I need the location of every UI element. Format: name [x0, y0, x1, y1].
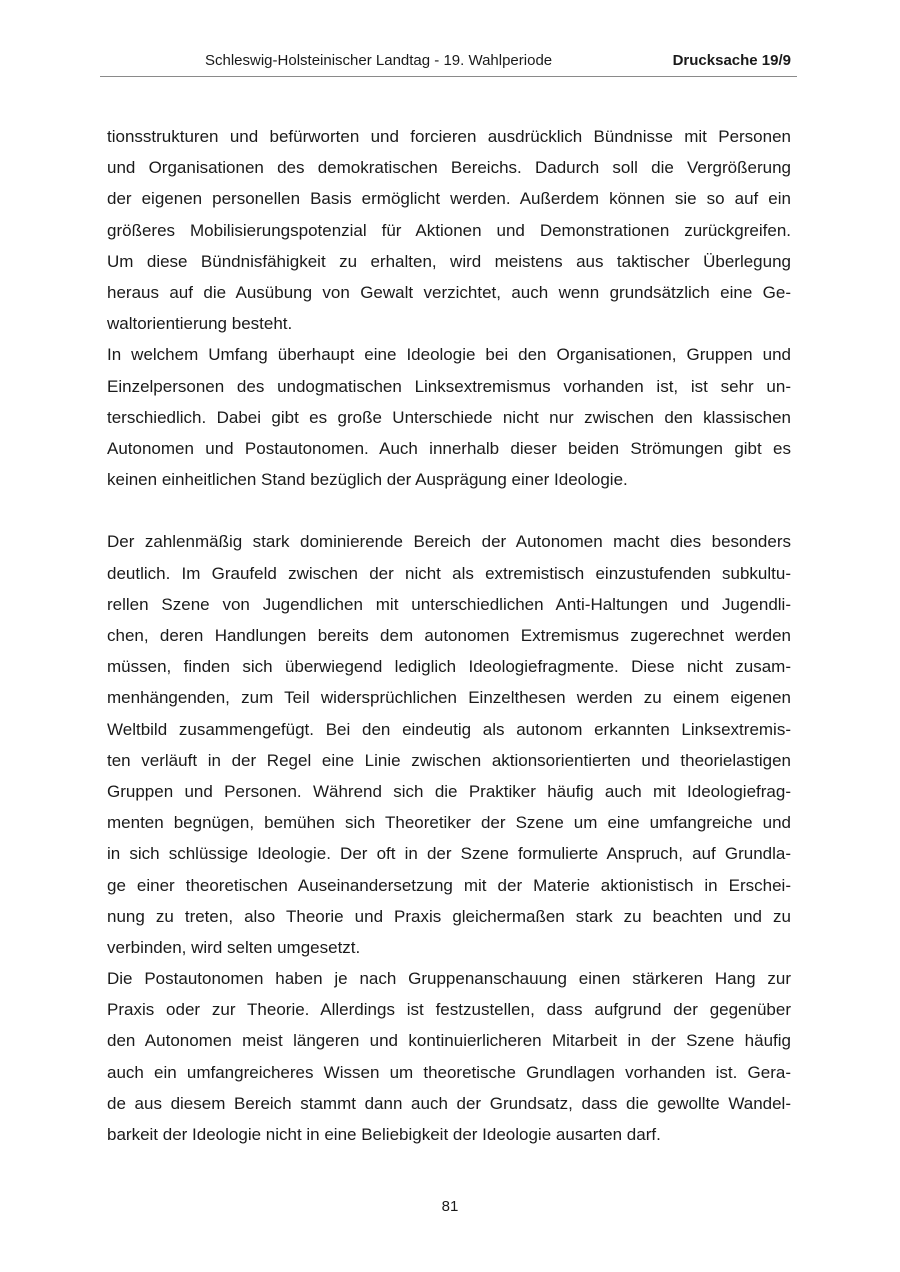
- text-line: de aus diesem Bereich stammt dann auch der Grundsatz, dass die gewollte Wandel-: [107, 1093, 791, 1113]
- text-line: müssen, finden sich überwiegend lediglich Ideologiefragmente. Diese nicht zusam-: [107, 657, 791, 677]
- text-line: Praxis oder zur Theorie. Allerdings ist festzustellen, dass aufgrund der gegenüber: [107, 1000, 791, 1020]
- text-line: den Autonomen meist längeren und kontinuierlicheren Mitarbeit in der Szene häufig: [107, 1031, 791, 1051]
- text-line: Gruppen und Personen. Während sich die Praktiker häufig auch mit Ideologiefrag-: [107, 781, 791, 801]
- text-line: größeres Mobilisierungspotenzial für Aktionen und Demonstrationen zurückgreifen.: [107, 220, 791, 240]
- text-line: auch ein umfangreicheres Wissen um theoretische Grundlagen vorhanden ist. Gera-: [107, 1062, 791, 1082]
- text-line: und Organisationen des demokratischen Bereichs. Dadurch soll die Vergrößerung: [107, 158, 791, 178]
- text-line: der eigenen personellen Basis ermöglicht werden. Außerdem können sie so auf ein: [107, 189, 791, 209]
- text-line: menten begnügen, bemühen sich Theoretiker der Szene um eine umfangreiche und: [107, 813, 791, 833]
- page-header: [100, 52, 797, 77]
- text-line: menhängenden, zum Teil widersprüchlichen Einzelthesen werden zu einem eigenen: [107, 688, 791, 708]
- paragraph-3: [107, 526, 791, 963]
- text-line: keinen einheitlichen Stand bezüglich der Ausprägung einer Ideologie.: [107, 470, 628, 490]
- text-line: deutlich. Im Graufeld zwischen der nicht als extremistisch einzustufenden subkultu-: [107, 563, 791, 583]
- text-line: In welchem Umfang überhaupt eine Ideologie bei den Organisationen, Gruppen und: [107, 345, 791, 365]
- paragraph-2: [107, 339, 791, 495]
- text-line: Der zahlenmäßig stark dominierende Bereich der Autonomen macht dies besonders: [107, 532, 791, 552]
- text-line: ge einer theoretischen Auseinandersetzung mit der Materie aktionistisch in Erschei-: [107, 875, 791, 895]
- text-line: Um diese Bündnisfähigkeit zu erhalten, wird meistens aus taktischer Überlegung: [107, 251, 791, 271]
- document-body: [107, 121, 791, 1150]
- text-line: tionsstrukturen und befürworten und forcieren ausdrücklich Bündnisse mit Personen: [107, 127, 791, 146]
- text-line: waltorientierung besteht.: [107, 314, 293, 334]
- text-line: in sich schlüssige Ideologie. Der oft in der Szene formulierte Anspruch, auf Grundla-: [107, 844, 791, 864]
- text-line: Autonomen und Postautonomen. Auch innerhalb dieser beiden Strömungen gibt es: [107, 438, 791, 458]
- text-line: ten verläuft in der Regel eine Linie zwischen aktionsorientierten und theorielastigen: [107, 750, 791, 770]
- text-line: Einzelpersonen des undogmatischen Linksextremismus vorhanden ist, ist sehr un-: [107, 376, 791, 396]
- text-line: nung zu treten, also Theorie und Praxis gleichermaßen stark zu beachten und zu: [107, 906, 791, 926]
- header-title: Schleswig-Holsteinischer Landtag - 19. Wahlperiode: [205, 52, 553, 69]
- text-line: chen, deren Handlungen bereits dem autonomen Extremismus zugerechnet werden: [107, 626, 791, 645]
- text-line: Die Postautonomen haben je nach Gruppenanschauung einen stärkeren Hang zur: [107, 969, 791, 989]
- paragraph-1: [107, 121, 791, 339]
- text-line: heraus auf die Ausübung von Gewalt verzichtet, auch wenn grundsätzlich eine Ge-: [107, 282, 791, 302]
- paragraph-4: [107, 963, 791, 1150]
- text-line: Weltbild zusammengefügt. Bei den eindeutig als autonom erkannten Linksextremis-: [107, 719, 791, 739]
- text-line: verbinden, wird selten umgesetzt.: [107, 937, 361, 957]
- paragraph-spacer: [107, 495, 791, 526]
- text-line: terschiedlich. Dabei gibt es große Unterschiede nicht nur zwischen den klassischen: [107, 407, 791, 427]
- text-line: barkeit der Ideologie nicht in eine Beliebigkeit der Ideologie ausarten darf.: [107, 1125, 661, 1144]
- page-number: 81: [441, 1198, 459, 1215]
- text-line: rellen Szene von Jugendlichen mit unterschiedlichen Anti-Haltungen und Jugendli-: [107, 594, 791, 614]
- document-number: Drucksache 19/9: [672, 52, 791, 69]
